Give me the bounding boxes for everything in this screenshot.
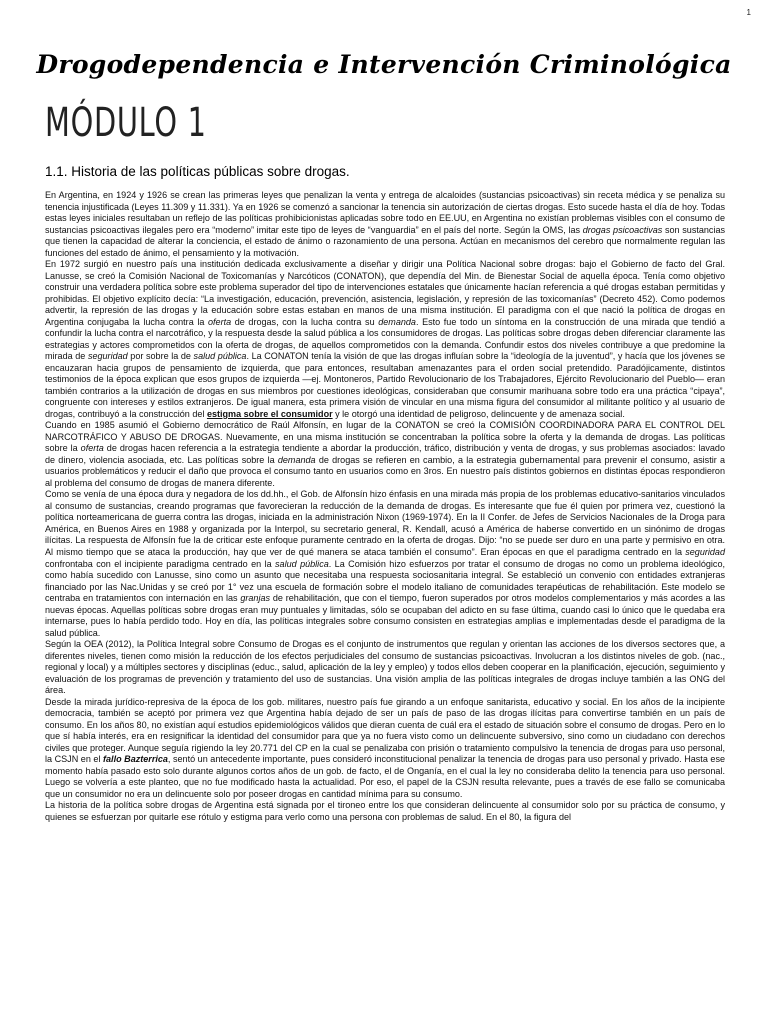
text-run: de drogas hacen referencia a la estrategia tendiente a abordar la producción, tráfico, distribución y venta de drogas, y sus problemas asociados: lavado de dinero, violencia asociada, etc. Las políticas sobre la [45,443,725,465]
text-run: Cuando en 1985 asumió el Gobierno democrático de Raúl Alfonsín, en lugar de la CONATON se creó la COMISIÓN COORDINADORA PARA EL CONTROL DEL NARCOTRÁFICO Y ABUSO DE DROGAS. Nuevamente, en una misma institución se concentraban la política sobre la oferta y la demanda de drogas. Las políticas sobre la [45,420,725,454]
text-run: Desde la mirada jurídico-represiva de la época de los gob. militares, nuestro país fue girando a un enfoque sanitarista, educativo y social. En los años de la incipiente democracia, también se aceptó por primera vez que Argentina había dejado de ser un país de paso de las drogas ilícitas para convertirse también en un país de consumo. En los años 80, no existían aquí estudios epidemiológicos válidos que dieran cuenta de cuál era el estado de situación sobre el consumo de drogas. Pero en lo que sí había interés, era en resignificar la identidad del consumidor para que ya no fuera visto como un delincuente subversivo, sino como un ciudadano con derechos civiles que proteger. Aunque seguía rigiendo la ley 20.771 del CP en la cual se penalizaba con prisión o tratamiento compulsivo la tenencia de drogas para uso personal, la CSJN en el [45,696,725,765]
body-paragraph [45,639,725,697]
body-paragraph [45,489,725,639]
body-paragraph [45,800,725,823]
text-run: por sobre la de [127,351,194,362]
module-title: MÓDULO 1 [45,100,207,146]
text-run: de drogas, con la lucha contra su [231,316,379,327]
document-title: Drogodependencia e Intervención Criminológica [36,50,732,79]
text-run: de drogas se refieren en cambio, a la estrategia gubernamental para prevenir el consumo, asistir a usuarios problemáticos y reducir el daño que provoca el consumo tanto en usuarios como en 3ros. En nuestro país distintos gobiernos en distintas épocas respondieron al problema del consumo de drogas de manera diferente. [45,454,726,488]
text-run: Según la OEA (2012), la Política Integral sobre Consumo de Drogas es el conjunto de instrumentos que regulan y orientan las acciones de los diversos sectores que, a diferentes niveles, tienen como misión la reducción de los efectos perjudiciales del consumo de sustancias psicoactivas. Involucran a los distintos niveles de gob. (nac., regional y local) y a múltiples sectores y disciplinas (educ., salud, aplicación de la ley y empleo) y todos ellos deben cooperar en la planificación, ejecución, seguimiento y evaluación de los programas de prevención y tratamiento del uso de sustancias. Una visión amplia de las políticas integrales de drogas incluye también a las ONG del área. [45,639,725,696]
italic-term: salud pública [193,351,247,362]
bold-underlined-term: estigma sobre el consumidor [206,408,333,419]
italic-term: demanda [277,454,316,465]
body-paragraph [45,190,725,259]
italic-term: seguridad [87,351,128,362]
text-run: . La CONATON tenía la visión de que las drogas influían sobre la “ideología de la juventud”, y hacía que los jóvenes se encauzaran hacia grupos de pensamiento de izquierda, que para entonces, resultaban amenazantes para el orden social pretendido. Paradójicamente, distintos testimonios de la época explican que esos grupos de izquierda —ej. Montoneros, Partido Revolucionario de los Trabajadores, Ejército Revolucionario del Pueblo— eran también contrarios a la utilización de drogas en sus miembros por cuestiones ideológicas, consideraban que consumir marihuana sobre todo era una práctica “cipaya”, congruente con intereses y estilos extranjeros. De igual manera, esta primera visión de vincular en una misma figura del consumidor al militante político y al usuario de drogas, contribuyó a la construcción del [45,351,725,419]
text-run: . La Comisión hizo esfuerzos por tratar el consumo de drogas no como un problema ideológico, como había sucedido con Lanusse, sino como un asunto que necesitaba una respuesta sociosanitaria integral. Se estableció un convenio con entidades extranjeras financiado por las Nac.Unidas y se creó por 1° vez una escuela de formación sobre el modelo italiano de comunidades terapéuticas de rehabilitación. Este modelo se centraba en tratamientos con internación en las [45,558,725,604]
italic-term: salud pública [275,558,329,569]
body-paragraph [45,259,725,420]
text-run: y le otorgó una identidad de peligroso, delincuente y de amenaza social. [332,408,625,419]
text-run: de rehabilitación, que con el tiempo, fueron superados por otros modelos complementarios y más acordes a las nuevas épocas. Aquellas políticas sobre drogas eran muy puntuales y limitadas, sólo se ocupaban del adicto en su fase última, cuando casi lo único que le quedaba era internarse, pues lo había perdido todo. Hoy en día, las políticas integrales sobre consumo consisten en estrategias amplias e implementadas desde el paradigma de la salud pública. [45,593,725,638]
text-run: La historia de la política sobre drogas de Argentina está signada por el tironeo entre los que consideran delincuente al consumidor solo por su práctica de consumo, y quienes se esfuerzan por quitarle ese rótulo y estigma para verlo como una persona con problemas de salud. En el 80, la figura del [45,800,725,822]
italic-term: seguridad [685,546,725,557]
bold-italic-term: fallo Bazterrica [103,754,168,765]
italic-term: oferta [80,443,104,454]
text-run: En Argentina, en 1924 y 1926 se crean las primeras leyes que penalizan la venta y entrega de alcaloides (sustancias psicoactivas) sin receta médica y se penaliza su tenencia injustificada (Leyes 11.309 y 11.331). Ya en 1926 se comenzó a sancionar la tenencia sin autorización de ciertas drogas. Esto sucede hasta el día de hoy. Todas estas leyes iniciales resultaban un reflejo de las políticas prohibicionistas aplicadas sobre todo en EE.UU, en Argentina no existían problemas visibles con el consumo de sustancias psicoactivas ilegales pero era “moderno” imitar este tipo de leyes de “vanguardia” en el país del norte. Según la OMS, las [45,190,725,235]
body-paragraph [45,697,725,801]
text-run: confrontaba con el incipiente paradigma centrado en la [45,558,276,569]
text-run: , sentó un antecedente importante, pues consideró inconstitucional penalizar la tenencia de drogas para uso personal y privado. Hasta ese momento había pasado esto solo durante algunos cortos años de un gob. de facto, el de Onganía, en el cual la ley no consideraba delito la tenencia para uso personal. Luego se volvería a este planteo, que no fue modificado hasta la actualidad. Por eso, el papel de la CSJN resulta relevante, pues a través de ese fallo se comunicaba que un consumidor no era un delincuente solo por poseer drogas en cantidad mínima para su consumo. [45,754,725,799]
italic-term: oferta [208,316,232,327]
page-number: 1 [746,8,751,17]
text-run: son sustancias que tienen la capacidad de alterar la conciencia, el estado de ánimo o razonamiento de una persona. Actúan en mecanismos del cerebro que normalmente regulan las funciones del estado de ánimo, el pensamiento y la motivación. [45,224,726,258]
body-paragraph [45,420,725,489]
text-run: Como se venía de una época dura y negadora de los dd.hh., el Gob. de Alfonsín hizo énfasis en una mirada más propia de los problemas educativo-sanitarios vinculados al consumo de sustancias, creando programas que favorecieran la reducción de la demanda de drogas. Es interesante que fue él quien por primera vez, cuestionó la política norteamericana de guerra contra las drogas, iniciada en la administración Nixon (1969-1974). En la II Confer. de Jefes de Servicios Nacionales de la Droga para América, en Buenos Aires en 1988 y organizada por la Interpol, su secretario general, R. Kendall, acusó a América de haberse convertido en un sinónimo de drogas ilícitas. La respuesta de Alfonsín fue la de criticar este enfoque puramente centrado en la oferta de drogas. Dijo: “no se puede ser duro en una parte y permisivo en otra. Al mismo tiempo que se ataca la producción, hay que ver de qué manera se ataca también el consumo”. Eran épocas en que el paradigma centrado en la [45,489,725,557]
italic-term: granjas [240,593,271,604]
text-run: . Esto fue todo un síntoma en la construcción de una mirada que tendió a confundir la lucha contra el narcotráfico, y la respuesta desde la salud pública a los consumidores de drogas. Las políticas sobre drogas deben diferenciar claramente las estrategias y actores comprometidos con la oferta de drogas, de aquellos comprometidos con la demanda. Confundir estos dos niveles contribuye a que predomine la mirada de [45,316,725,362]
text-run: En 1972 surgió en nuestro país una institución dedicada exclusivamente a diseñar y dirigir una Política Nacional sobre drogas: bajo el Gobierno de facto del Gral. Lanusse, se creó la Comisión Nacional de Toxicomanías y Narcóticos (CONATON), que dependía del Min. de Bienestar Social de aquella época. Tenía como objetivo construir una verdadera política sobre este problema superador del tipo de intervenciones estatales que únicamente hacían referencia a qué drogas estaban permitidas y prohibidas. El objetivo explícito decía: “La investigación, educación, prevención, asistencia, legislación, y represión de las toxicomanías” (Decreto 452). Como podemos advertir, la represión de las drogas y la educación sobre estas estaban en manos de una misma institución. El paradigma con el que nació la política de drogas en Argentina conjugaba la lucha contra la [45,259,725,327]
italic-term: demanda [378,316,416,327]
body-text [45,190,725,823]
italic-term: drogas psicoactivas [582,224,663,235]
section-heading: 1.1. Historia de las políticas públicas sobre drogas. [45,164,350,179]
